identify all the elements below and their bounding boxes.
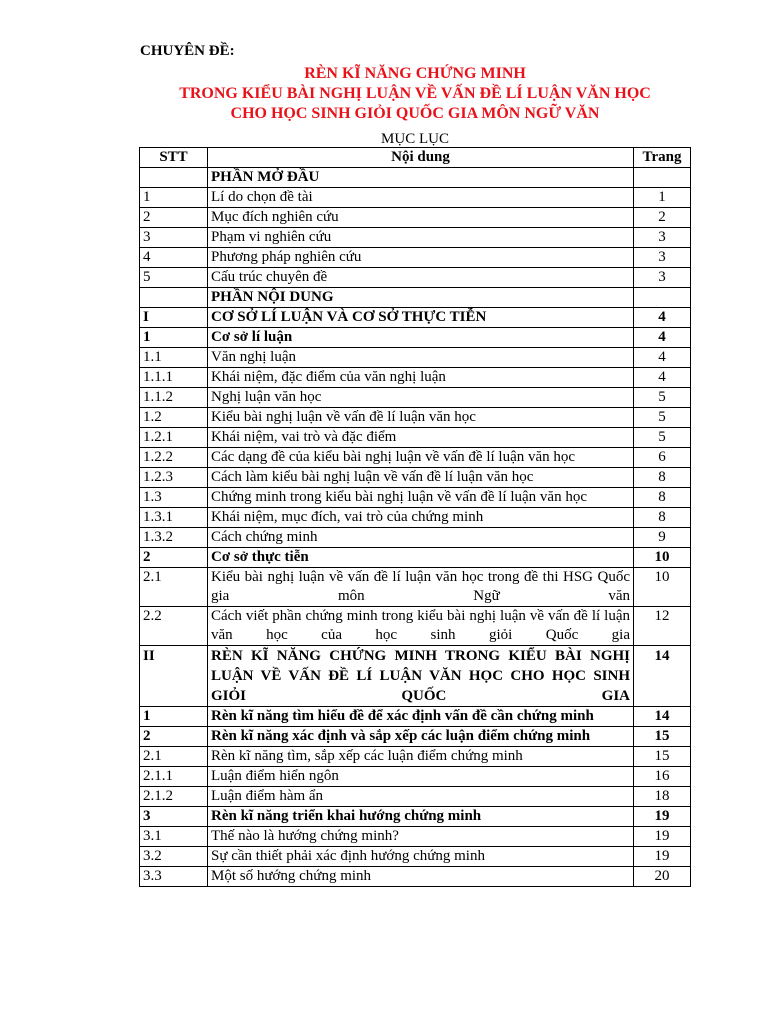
row-content: Cơ sở lí luận	[208, 328, 634, 348]
row-content: Sự cần thiết phải xác định hướng chứng minh	[208, 847, 634, 867]
row-page: 10	[634, 568, 691, 607]
table-row	[140, 228, 691, 248]
row-content: Chứng minh trong kiểu bài nghị luận về vấn đề lí luận văn học	[208, 488, 634, 508]
row-content: Thế nào là hướng chứng minh?	[208, 827, 634, 847]
row-number: 1	[140, 707, 208, 727]
row-page: 8	[634, 488, 691, 508]
row-content: Kiểu bài nghị luận về vấn đề lí luận văn học trong đề thi HSG Quốc gia môn Ngữ văn	[208, 568, 634, 607]
row-number: 3	[140, 807, 208, 827]
table-row	[140, 248, 691, 268]
row-number: I	[140, 308, 208, 328]
row-content: RÈN KĨ NĂNG CHỨNG MINH TRONG KIỂU BÀI NGHỊ LUẬN VỀ VẤN ĐỀ LÍ LUẬN VĂN HỌC CHO HỌC SINH GIỎI QUỐC GIA	[208, 646, 634, 707]
row-content: Phạm vi nghiên cứu	[208, 228, 634, 248]
toc-heading: MỤC LỤC	[381, 131, 449, 147]
row-content: Rèn kĩ năng tìm, sắp xếp các luận điểm chứng minh	[208, 747, 634, 767]
table-row	[140, 646, 691, 707]
row-page: 9	[634, 528, 691, 548]
row-number: 2	[140, 727, 208, 747]
row-page: 4	[634, 328, 691, 348]
table-row	[140, 208, 691, 228]
row-page: 8	[634, 468, 691, 488]
row-number: 1.2.3	[140, 468, 208, 488]
row-content: Mục đích nghiên cứu	[208, 208, 634, 228]
table-row	[140, 867, 691, 887]
table-row	[140, 707, 691, 727]
row-content: Rèn kĩ năng tìm hiểu đề để xác định vấn đề cần chứng minh	[208, 707, 634, 727]
table-row	[140, 528, 691, 548]
table-row	[140, 288, 691, 308]
row-page: 15	[634, 727, 691, 747]
row-number: 1.3	[140, 488, 208, 508]
row-number: 3.2	[140, 847, 208, 867]
table-row	[140, 188, 691, 208]
row-page: 18	[634, 787, 691, 807]
row-content: Rèn kĩ năng triển khai hướng chứng minh	[208, 807, 634, 827]
row-content: CƠ SỞ LÍ LUẬN VÀ CƠ SỞ THỰC TIỄN	[208, 308, 634, 328]
row-page: 4	[634, 308, 691, 328]
table-row	[140, 767, 691, 787]
table-row	[140, 348, 691, 368]
row-page: 5	[634, 428, 691, 448]
row-number	[140, 288, 208, 308]
table-row	[140, 448, 691, 468]
column-header-content: Nội dung	[208, 148, 634, 168]
row-content: Một số hướng chứng minh	[208, 867, 634, 887]
row-page: 19	[634, 827, 691, 847]
row-page: 19	[634, 807, 691, 827]
row-number: 3.1	[140, 827, 208, 847]
title-line-2: TRONG KIỂU BÀI NGHỊ LUẬN VỀ VẤN ĐỀ LÍ LUẬN VĂN HỌC	[179, 85, 651, 102]
row-content: Luận điểm hiển ngôn	[208, 767, 634, 787]
title-line-3: CHO HỌC SINH GIỎI QUỐC GIA MÔN NGỮ VĂN	[230, 105, 600, 122]
row-number: 2.1	[140, 568, 208, 607]
row-content: Phương pháp nghiên cứu	[208, 248, 634, 268]
row-content: Nghị luận văn học	[208, 388, 634, 408]
table-row	[140, 328, 691, 348]
row-number: 2	[140, 548, 208, 568]
row-page: 1	[634, 188, 691, 208]
title-line-1: RÈN KĨ NĂNG CHỨNG MINH	[304, 65, 526, 82]
row-content: Rèn kĩ năng xác định và sắp xếp các luận điểm chứng minh	[208, 727, 634, 747]
row-page	[634, 168, 691, 188]
table-row	[140, 368, 691, 388]
row-page: 5	[634, 388, 691, 408]
table-row	[140, 488, 691, 508]
table-row	[140, 268, 691, 288]
table-row	[140, 428, 691, 448]
table-row	[140, 408, 691, 428]
row-content: Cấu trúc chuyên đề	[208, 268, 634, 288]
document-label: CHUYÊN ĐỀ:	[140, 43, 235, 59]
row-page: 20	[634, 867, 691, 887]
row-content: PHẦN MỞ ĐẦU	[208, 168, 634, 188]
row-content: Cách viết phần chứng minh trong kiểu bài nghị luận về vấn đề lí luận văn học của học sinh giỏi Quốc gia	[208, 607, 634, 646]
row-page: 14	[634, 707, 691, 727]
table-row	[140, 568, 691, 607]
row-page: 10	[634, 548, 691, 568]
row-content: Cơ sở thực tiễn	[208, 548, 634, 568]
table-row	[140, 468, 691, 488]
table-row	[140, 388, 691, 408]
table-row	[140, 787, 691, 807]
row-page: 14	[634, 646, 691, 707]
row-number: 3.3	[140, 867, 208, 887]
row-number	[140, 168, 208, 188]
row-content: Kiểu bài nghị luận về vấn đề lí luận văn học	[208, 408, 634, 428]
row-number: 2.1	[140, 747, 208, 767]
row-page: 4	[634, 368, 691, 388]
table-row	[140, 168, 691, 188]
column-header-stt: STT	[140, 148, 208, 168]
row-content: PHẦN NỘI DUNG	[208, 288, 634, 308]
row-content: Các dạng đề của kiểu bài nghị luận về vấn đề lí luận văn học	[208, 448, 634, 468]
row-page: 6	[634, 448, 691, 468]
row-page: 5	[634, 408, 691, 428]
document-title	[100, 64, 730, 124]
row-page: 12	[634, 607, 691, 646]
row-page: 19	[634, 847, 691, 867]
row-page: 3	[634, 248, 691, 268]
row-number: 1	[140, 188, 208, 208]
row-content: Khái niệm, vai trò và đặc điểm	[208, 428, 634, 448]
row-number: 2.1.1	[140, 767, 208, 787]
row-number: 1	[140, 328, 208, 348]
row-page: 3	[634, 268, 691, 288]
row-number: 1.1.1	[140, 368, 208, 388]
row-number: II	[140, 646, 208, 707]
row-page: 4	[634, 348, 691, 368]
table-row	[140, 827, 691, 847]
row-page	[634, 288, 691, 308]
row-number: 1.2	[140, 408, 208, 428]
table-row	[140, 508, 691, 528]
table-row	[140, 747, 691, 767]
row-number: 1.1.2	[140, 388, 208, 408]
column-header-page: Trang	[634, 148, 691, 168]
row-number: 2	[140, 208, 208, 228]
row-content: Luận điểm hàm ẩn	[208, 787, 634, 807]
row-content: Lí do chọn đề tài	[208, 188, 634, 208]
row-content: Khái niệm, mục đích, vai trò của chứng minh	[208, 508, 634, 528]
toc-table	[139, 147, 691, 887]
table-row	[140, 807, 691, 827]
row-number: 3	[140, 228, 208, 248]
table-row	[140, 727, 691, 747]
table-row	[140, 548, 691, 568]
row-number: 2.2	[140, 607, 208, 646]
row-page: 2	[634, 208, 691, 228]
row-number: 1.2.1	[140, 428, 208, 448]
row-number: 1.3.1	[140, 508, 208, 528]
table-row	[140, 847, 691, 867]
row-number: 1.1	[140, 348, 208, 368]
row-page: 3	[634, 228, 691, 248]
table-row	[140, 308, 691, 328]
row-content: Văn nghị luận	[208, 348, 634, 368]
row-page: 8	[634, 508, 691, 528]
row-content: Cách làm kiểu bài nghị luận về vấn đề lí luận văn học	[208, 468, 634, 488]
row-page: 16	[634, 767, 691, 787]
toc-header-row	[140, 148, 691, 168]
row-number: 5	[140, 268, 208, 288]
toc-body	[140, 168, 691, 887]
row-number: 2.1.2	[140, 787, 208, 807]
row-number: 1.2.2	[140, 448, 208, 468]
row-content: Khái niệm, đặc điểm của văn nghị luận	[208, 368, 634, 388]
row-number: 1.3.2	[140, 528, 208, 548]
row-number: 4	[140, 248, 208, 268]
row-page: 15	[634, 747, 691, 767]
row-content: Cách chứng minh	[208, 528, 634, 548]
table-row	[140, 607, 691, 646]
